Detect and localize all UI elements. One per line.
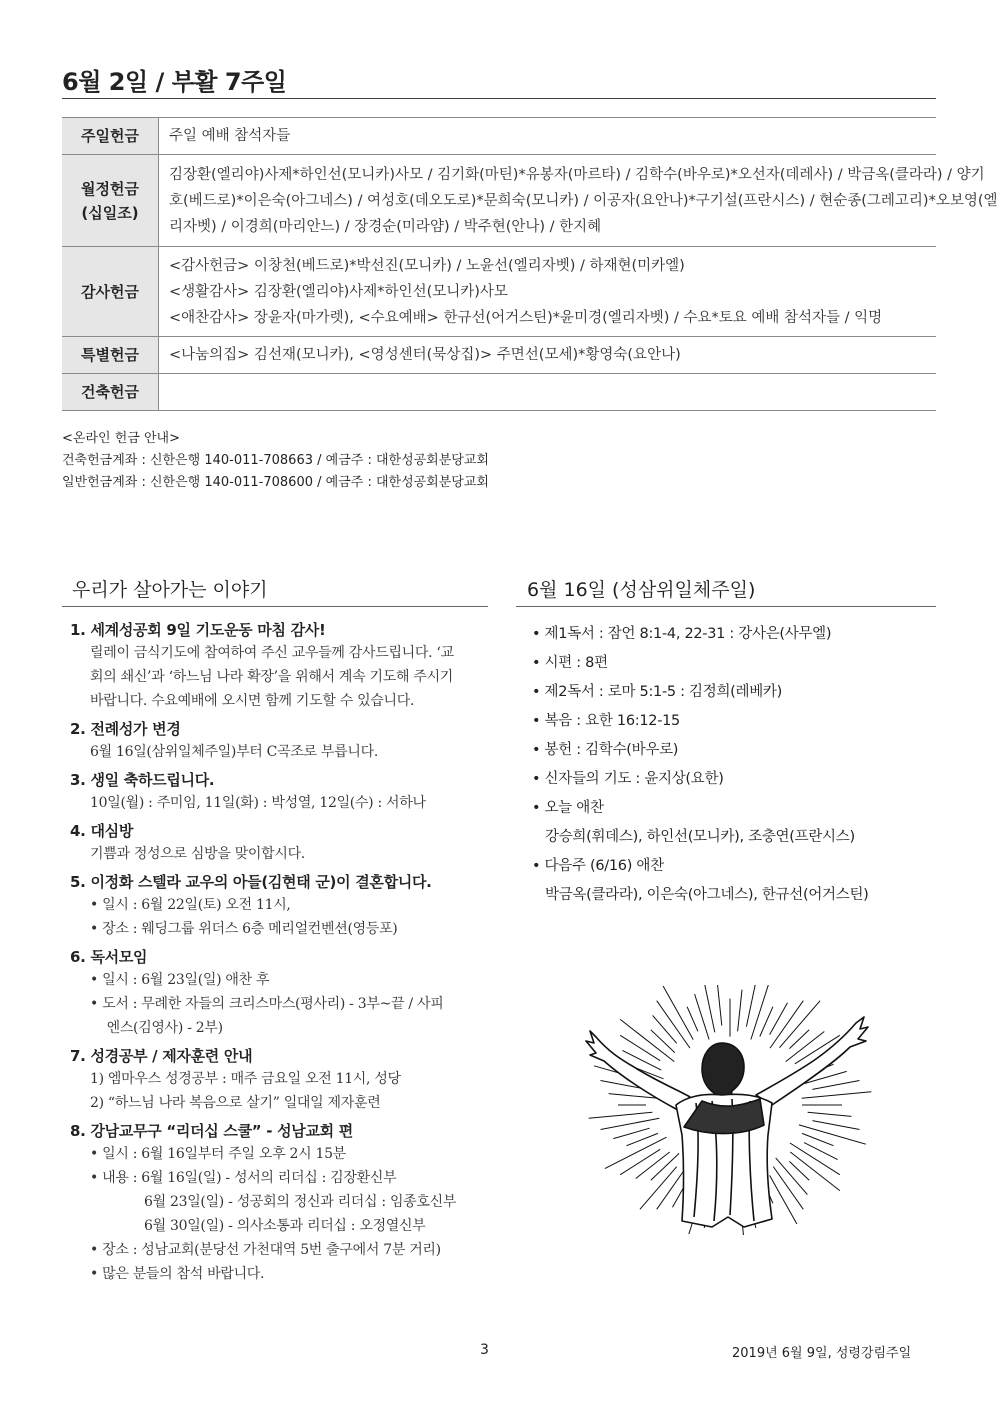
today-agape: 강승희(휘데스), 하인선(모니카), 조충연(프란시스) [545, 829, 855, 845]
label-text: 건축헌금 [81, 383, 139, 401]
news-title: 7. 성경공부 / 제자훈련 안내 [70, 1047, 253, 1065]
offering-label [62, 155, 159, 247]
readings-divider [516, 606, 936, 607]
news-body: 바랍니다. 수요예배에 오시면 함께 기도할 수 있습니다. [90, 693, 415, 709]
news-bullet: • 도서 : 무례한 자들의 크리스마스(평사리) - 3부~끝 / 사피 [90, 996, 444, 1012]
content-line: 주일 예배 참석자들 [169, 128, 291, 144]
news-title: 5. 이정화 스텔라 교우의 아들(김현태 군)이 결혼합니다. [70, 873, 432, 891]
news-body: 기쁨과 정성으로 심방을 맞이합시다. [90, 846, 305, 862]
ray [808, 1112, 852, 1116]
offering-label [62, 247, 159, 337]
label-text: 주일헌금 [81, 127, 139, 145]
reading-item: • 시편 : 8편 [532, 655, 608, 671]
news-bullet: • 장소 : 성남교회(분당선 가천대역 5번 출구에서 7분 거리) [90, 1242, 441, 1258]
ray [687, 1007, 698, 1032]
news-body: 6월 16일(삼위일체주일)부터 C곡조로 부릅니다. [90, 744, 378, 760]
news-subline: 6월 30일(일) - 의사소통과 리더십 : 오정열신부 [144, 1218, 426, 1234]
ray [636, 1152, 670, 1179]
offering-content [159, 374, 937, 411]
content-line: <감사헌금> 이창천(베드로)*박선진(모니카) / 노윤선(엘리자벳) / 하재현(미카엘) [169, 257, 685, 274]
risen-christ-illustration [572, 985, 890, 1235]
news-title: 8. 강남교무구 “리더십 스쿨” - 성남교회 편 [70, 1122, 353, 1140]
reading-item: • 다음주 (6/16) 애찬 [532, 858, 664, 874]
offering-row-monthly [62, 155, 936, 247]
ray [746, 985, 755, 1027]
ray [613, 1128, 649, 1138]
ray [790, 1152, 840, 1191]
label-text: (십일조) [81, 203, 139, 222]
news-subline: 6월 23일(일) - 성공회의 정신과 리더십 : 임종호신부 [144, 1194, 457, 1210]
readings-list [532, 620, 932, 910]
news-bullet: • 일시 : 6월 22일(토) 오전 11시, [90, 897, 291, 913]
news-list [70, 620, 494, 1286]
news-heading: 우리가 살아가는 이야기 [72, 579, 268, 601]
online-title: <온라인 헌금 안내> [62, 431, 180, 446]
news-title: 2. 전례성가 변경 [70, 720, 181, 738]
content-line: <나눔의집> 김선재(모니카), <영성센터(묵상집)> 주면선(모세)*황영숙(요안나) [169, 347, 681, 363]
ray [620, 1149, 660, 1174]
offering-row-special [62, 337, 936, 374]
page-number: 3 [480, 1342, 489, 1358]
next-agape: 박금옥(클라라), 이은숙(아그네스), 한규선(어거스틴) [545, 887, 869, 903]
footer-date: 2019년 6월 9일, 성령강림주일 [732, 1346, 912, 1361]
news-title: 6. 독서모임 [70, 948, 148, 966]
offering-table [62, 117, 998, 411]
ray [589, 1112, 653, 1118]
news-body: 릴레이 금식기도에 참여하여 주신 교우들께 감사드립니다. ‘교 [90, 645, 454, 661]
news-bullet: • 일시 : 6월 16일부터 주일 오후 2시 15분 [90, 1146, 346, 1162]
offering-label [62, 118, 159, 155]
news-title: 4. 대심방 [70, 822, 134, 840]
content-line: 김장환(엘리야)사제*하인선(모니카)사모 / 김기화(마틴)*유봉자(마르타) / 김학수(바우로)*오선자(데레사) / 박금옥(클라라) / 양기 [169, 166, 985, 183]
building-account: 건축헌금계좌 : 신한은행 140-011-708663 / 예금주 : 대한성공회분당교회 [62, 453, 489, 468]
offering-row-building [62, 374, 936, 411]
ray [716, 985, 722, 1026]
offering-label [62, 374, 159, 411]
news-bullet: • 장소 : 웨딩그룹 위더스 6층 메리얼컨벤션(영등포) [90, 921, 398, 937]
reading-item: • 복음 : 요한 16:12-15 [532, 713, 680, 729]
readings-heading: 6월 16일 (성삼위일체주일) [527, 579, 756, 601]
christ-figure [586, 1017, 868, 1227]
content-line: 리자벳) / 이경희(마리안느) / 장경순(미라얌) / 박주현(안나) / 한지혜 [169, 218, 602, 235]
news-divider [62, 606, 488, 607]
label-text: 특별헌금 [81, 346, 139, 364]
news-title: 3. 생일 축하드립니다. [70, 771, 215, 789]
ray [651, 1030, 675, 1053]
reading-item: • 신자들의 기도 : 윤지상(요한) [532, 771, 724, 787]
offering-content [159, 155, 998, 247]
ray [620, 1035, 660, 1060]
news-body: 2) “하느님 나라 복음으로 살기” 일대일 제자훈련 [90, 1095, 381, 1111]
ray [812, 1121, 859, 1130]
offering-content [159, 118, 937, 155]
reading-item: • 봉헌 : 김학수(바우로) [532, 742, 679, 758]
ray [651, 1153, 679, 1180]
title-divider [62, 98, 936, 99]
news-body: 회의 쇄신’과 ‘하느님 나라 확장’을 위해서 계속 기도해 주시기 [90, 669, 454, 685]
general-account: 일반헌금계좌 : 신한은행 140-011-708600 / 예금주 : 대한성공회분당교회 [62, 475, 489, 490]
label-text: 월정헌금 [81, 179, 139, 198]
reading-item: • 제2독서 : 로마 5:1-5 : 김정희(레베카) [532, 684, 782, 700]
ray [695, 994, 710, 1039]
content-line: <생활감사> 김장환(엘리야)사제*하인선(모니카)사모 [169, 283, 508, 300]
offering-row-sunday [62, 118, 936, 155]
online-offering-info [62, 428, 489, 494]
offering-content [159, 247, 937, 337]
ray [802, 1092, 872, 1099]
news-bullet: • 많은 분들의 참석 바랍니다. [90, 1266, 265, 1282]
page-title: 6월 2일 / 부활 7주일 [62, 68, 287, 96]
news-body: 1) 엠마우스 성경공부 : 매주 금요일 오전 11시, 성당 [90, 1071, 401, 1087]
ray [812, 1081, 859, 1090]
news-body: 10일(월) : 주미임, 11일(화) : 박성열, 12일(수) : 서하나 [90, 795, 426, 811]
news-title: 1. 세계성공회 9일 기도운동 마침 감사! [70, 621, 326, 639]
label-text: 감사헌금 [81, 282, 139, 301]
offering-label [62, 337, 159, 374]
offering-content [159, 337, 937, 374]
ray [780, 1001, 821, 1048]
news-bullet: 엔스(김영사) - 2부) [90, 1020, 223, 1036]
ray [738, 990, 742, 1032]
ray [601, 1118, 660, 1129]
reading-item: • 오늘 애찬 [532, 800, 604, 816]
offering-row-thanks [62, 247, 936, 337]
ray [770, 1175, 797, 1224]
ray [704, 985, 715, 1032]
content-line: <애찬감사> 장윤자(마가렛), <수요예배> 한규선(어거스틴)*윤미경(엘리자벳) / 수요*토요 예배 참석자들 / 익명 [169, 309, 883, 326]
content-line: 호(베드로)*이은숙(아그네스) / 여성호(데오도로)*문희숙(모니카) / 이공자(요안나)*구기설(프란시스) / 현순종(그레고리)*오보영(엘 [169, 192, 998, 209]
ray [799, 1125, 866, 1144]
news-bullet: • 일시 : 6월 23일(일) 애찬 후 [90, 972, 270, 988]
news-bullet: • 내용 : 6월 16일(일) - 성서의 리더십 : 김장환신부 [90, 1170, 397, 1186]
reading-item: • 제1독서 : 잠언 8:1-4, 22-31 : 강사은(사무엘) [532, 626, 832, 642]
ray [653, 1015, 677, 1043]
